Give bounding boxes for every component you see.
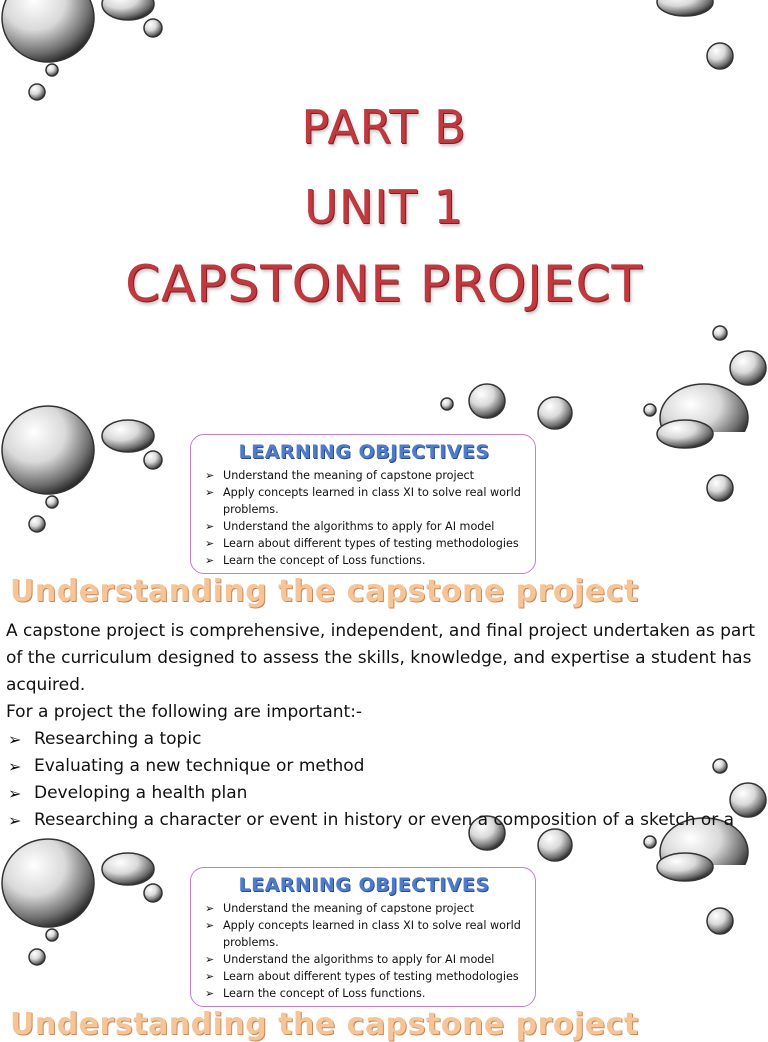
arrow-bullet-icon: ➢ <box>8 730 22 749</box>
list-item: ➢ Understand the meaning of capstone project <box>205 902 475 915</box>
slide-title <box>0 0 768 432</box>
learning-objectives-list <box>203 467 525 569</box>
list-item: ➢ Learn the concept of Loss functions. <box>205 554 426 567</box>
arrow-bullet-icon: ➢ <box>8 757 22 776</box>
definition-paragraph: A capstone project is comprehensive, independent, and final project undertaken as part of the curriculum designed to assess the skills, knowledge, and expertise a student has acquired. <box>6 621 756 695</box>
arrow-bullet-icon: ➢ <box>205 919 215 932</box>
list-item: ➢ Researching a character or event in history or even a composition of a sketch or a <box>6 807 756 861</box>
learning-objectives-box <box>190 434 536 574</box>
arrow-bullet-icon: ➢ <box>205 469 215 482</box>
list-item: ➢ Evaluating a new technique or method <box>6 753 756 780</box>
section-heading: Understanding the capstone project <box>10 1007 639 1042</box>
list-item: ➢ Learn about different types of testing methodologies <box>205 970 519 983</box>
title-unit: UNIT 1 <box>304 180 464 234</box>
learning-objectives-list <box>203 900 525 1002</box>
list-item: ➢ Learn about different types of testing methodologies <box>205 537 519 550</box>
arrow-bullet-icon: ➢ <box>205 554 215 567</box>
learning-objectives-title: LEARNING OBJECTIVES <box>238 874 490 896</box>
arrow-bullet-icon: ➢ <box>8 784 22 803</box>
list-item: ➢ Apply concepts learned in class XI to solve real world problems. <box>205 486 521 516</box>
learning-objectives-box <box>190 867 536 1007</box>
body-text <box>6 618 756 861</box>
arrow-bullet-icon: ➢ <box>205 486 215 499</box>
list-item: ➢ Apply concepts learned in class XI to solve real world problems. <box>205 919 521 949</box>
arrow-bullet-icon: ➢ <box>205 987 215 1000</box>
important-list <box>6 726 756 861</box>
list-item: ➢ Researching a topic <box>6 726 756 753</box>
section-heading: Understanding the capstone project <box>10 574 639 609</box>
arrow-bullet-icon: ➢ <box>8 811 22 830</box>
arrow-bullet-icon: ➢ <box>205 537 215 550</box>
arrow-bullet-icon: ➢ <box>205 520 215 533</box>
list-item: ➢ Understand the algorithms to apply for AI model <box>205 953 495 966</box>
learning-objectives-title: LEARNING OBJECTIVES <box>238 441 490 463</box>
list-item: ➢ Understand the algorithms to apply for AI model <box>205 520 495 533</box>
title-part: PART B <box>301 100 467 154</box>
slide-understanding <box>0 432 768 865</box>
title-capstone: CAPSTONE PROJECT <box>125 255 643 313</box>
list-item: ➢ Learn the concept of Loss functions. <box>205 987 426 1000</box>
arrow-bullet-icon: ➢ <box>205 902 215 915</box>
slide-understanding-repeat <box>0 865 768 1042</box>
arrow-bullet-icon: ➢ <box>205 953 215 966</box>
intro-line: For a project the following are important:- <box>6 702 363 722</box>
arrow-bullet-icon: ➢ <box>205 970 215 983</box>
list-item: ➢ Developing a health plan <box>6 780 756 807</box>
list-item: ➢ Understand the meaning of capstone project <box>205 469 475 482</box>
